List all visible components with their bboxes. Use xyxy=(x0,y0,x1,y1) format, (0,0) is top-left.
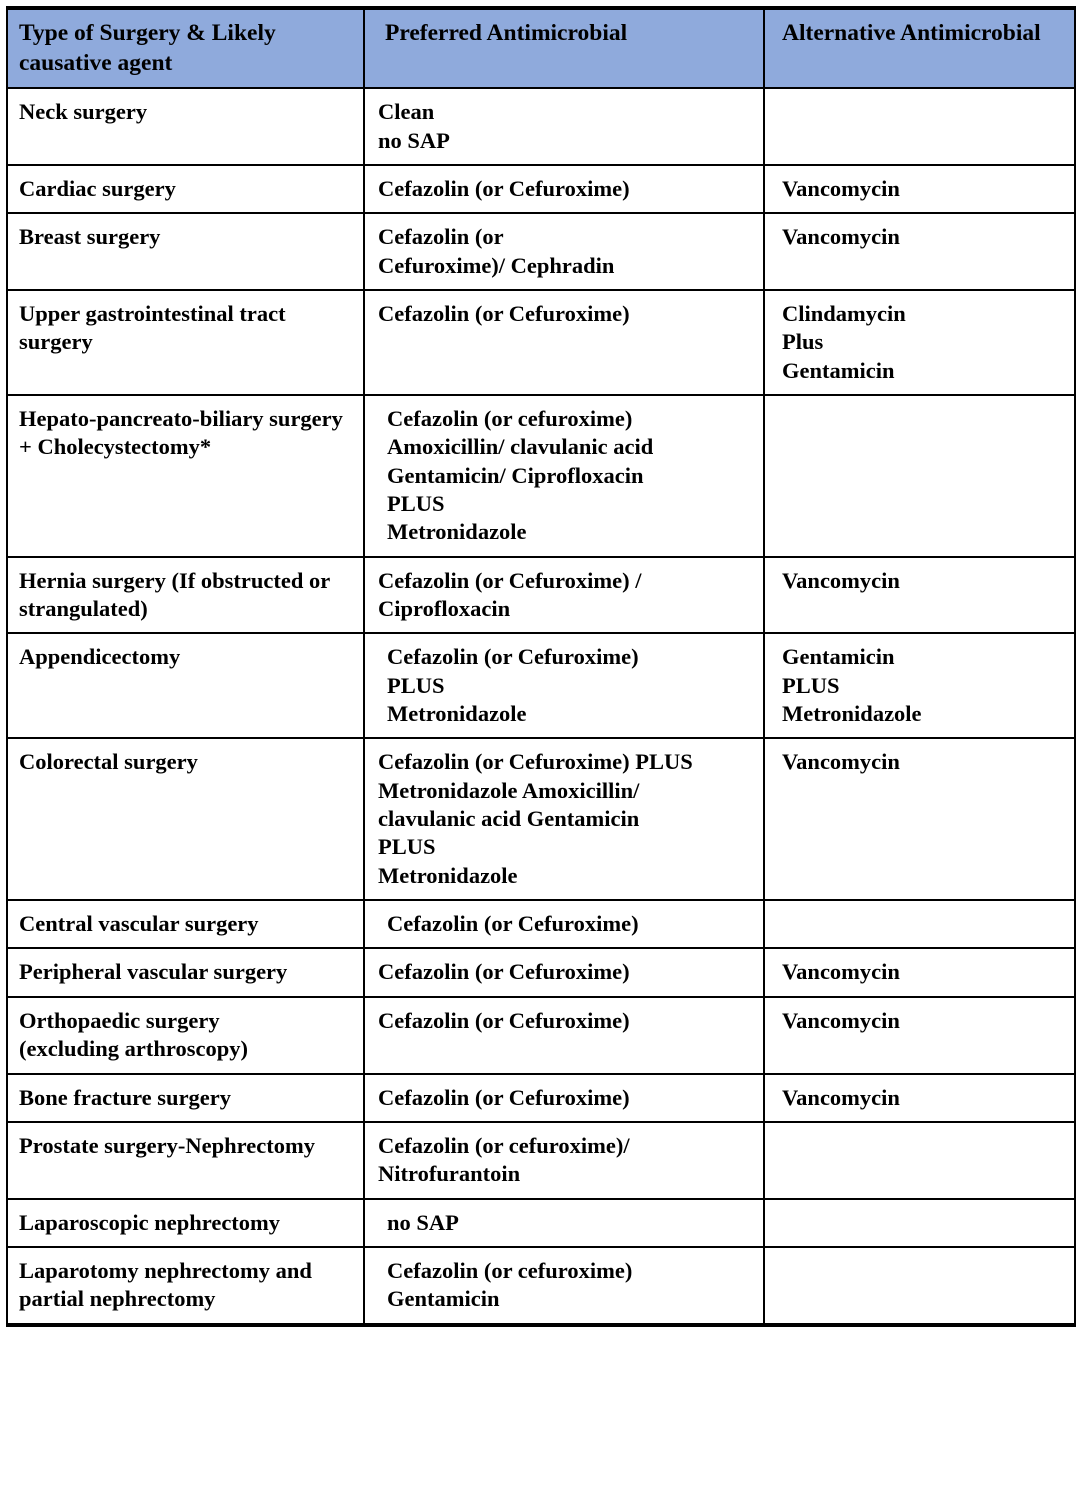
cell-line: Laparoscopic nephrectomy xyxy=(19,1209,281,1235)
cell-line: Cefuroxime)/ Cephradin xyxy=(378,252,615,278)
table-cell-alternative xyxy=(764,997,1075,1074)
table-cell-alternative xyxy=(764,1199,1075,1247)
table-cell-type xyxy=(7,165,364,213)
table-row xyxy=(7,88,1075,165)
table-cell-alternative xyxy=(764,290,1075,395)
cell-line: Vancomycin xyxy=(782,224,900,250)
table-cell-alternative xyxy=(764,213,1075,290)
table-row xyxy=(7,633,1075,738)
table-header xyxy=(7,8,1075,88)
cell-line: Gentamicin xyxy=(782,357,895,383)
table-cell-alternative xyxy=(764,633,1075,738)
cell-line: Laparotomy nephrectomy and partial nephrectomy xyxy=(19,1257,318,1312)
table-cell-preferred xyxy=(364,997,764,1074)
cell-line: Central vascular surgery xyxy=(19,911,259,937)
cell-line: Vancomycin xyxy=(782,567,900,593)
table-cell-preferred xyxy=(364,948,764,996)
cell-line: Cefazolin (or Cefuroxime) xyxy=(378,959,630,985)
table-row xyxy=(7,997,1075,1074)
table-cell-preferred xyxy=(364,633,764,738)
table-cell-type xyxy=(7,948,364,996)
cell-line: Metronidazole xyxy=(387,519,527,545)
cell-line: PLUS xyxy=(378,834,436,860)
cell-line: Clindamycin xyxy=(782,300,906,326)
table-row xyxy=(7,738,1075,900)
cell-line: Vancomycin xyxy=(782,959,900,985)
cell-line: Cefazolin (or Cefuroxime) xyxy=(378,300,630,326)
empty-cell xyxy=(782,98,1066,99)
cell-line: Cefazolin (or Cefuroxime) xyxy=(378,1084,630,1110)
cell-line: Cefazolin (or cefuroxime)/ xyxy=(378,1132,630,1158)
cell-line: Cefazolin (or Cefuroxime) xyxy=(378,1007,630,1033)
cell-line: clavulanic acid Gentamicin xyxy=(378,806,640,832)
table-cell-preferred xyxy=(364,900,764,948)
cell-line: Plus xyxy=(782,329,824,355)
cell-line: Peripheral vascular surgery xyxy=(19,959,288,985)
table-cell-alternative xyxy=(764,165,1075,213)
table-row xyxy=(7,395,1075,557)
table-cell-type xyxy=(7,900,364,948)
table-cell-type xyxy=(7,633,364,738)
table-cell-alternative xyxy=(764,948,1075,996)
table-cell-preferred xyxy=(364,738,764,900)
table-cell-alternative xyxy=(764,1247,1075,1325)
cell-line: no SAP xyxy=(378,127,450,153)
cell-line: Colorectal surgery xyxy=(19,749,198,775)
cell-line: Clean xyxy=(378,99,435,125)
table-cell-alternative xyxy=(764,1074,1075,1122)
table-cell-type xyxy=(7,1074,364,1122)
table-cell-type xyxy=(7,1247,364,1325)
table-row xyxy=(7,557,1075,634)
column-header-preferred-antimicrobial: Preferred Antimicrobial xyxy=(364,8,764,88)
table-row xyxy=(7,290,1075,395)
cell-line: Vancomycin xyxy=(782,1084,900,1110)
table-row xyxy=(7,1122,1075,1199)
cell-line: Cefazolin (or cefuroxime) xyxy=(387,1257,633,1283)
cell-line: Hepato-pancreato-biliary surgery + Cholecystectomy* xyxy=(19,405,349,460)
empty-cell xyxy=(782,910,1066,911)
table-cell-alternative xyxy=(764,88,1075,165)
cell-line: Cefazolin (or cefuroxime) xyxy=(387,405,633,431)
table-cell-preferred xyxy=(364,165,764,213)
surgical-prophylaxis-table xyxy=(6,6,1076,1327)
cell-line: Metronidazole xyxy=(782,701,922,727)
cell-line: Breast surgery xyxy=(19,224,161,250)
table-cell-type xyxy=(7,290,364,395)
table-cell-preferred xyxy=(364,1074,764,1122)
table-cell-preferred xyxy=(364,557,764,634)
cell-line: Upper gastrointestinal tract surgery xyxy=(19,300,292,355)
cell-line: Prostate surgery-Nephrectomy xyxy=(19,1132,315,1158)
cell-line: Cefazolin (or Cefuroxime) PLUS xyxy=(378,749,693,775)
table-cell-type xyxy=(7,997,364,1074)
table-row xyxy=(7,165,1075,213)
table-row xyxy=(7,1074,1075,1122)
cell-line: Cefazolin (or Cefuroxime) xyxy=(387,911,639,937)
table-cell-type xyxy=(7,1122,364,1199)
table-cell-preferred xyxy=(364,213,764,290)
cell-line: Amoxicillin/ clavulanic acid xyxy=(387,434,654,460)
cell-line: PLUS xyxy=(387,491,445,516)
cell-line: Ciprofloxacin xyxy=(378,596,511,622)
cell-line: Metronidazole Amoxicillin/ xyxy=(378,777,640,803)
table-cell-alternative xyxy=(764,738,1075,900)
column-header-type-of-surgery: Type of Surgery & Likely causative agent xyxy=(7,8,364,88)
cell-line: Bone fracture surgery xyxy=(19,1084,232,1110)
table-cell-preferred xyxy=(364,290,764,395)
cell-line: Neck surgery xyxy=(19,99,148,125)
table-body xyxy=(7,88,1075,1324)
cell-line: Vancomycin xyxy=(782,1007,900,1033)
table-row xyxy=(7,900,1075,948)
table-cell-preferred xyxy=(364,1247,764,1325)
table-cell-preferred xyxy=(364,1122,764,1199)
column-header-alternative-antimicrobial: Alternative Antimicrobial xyxy=(764,8,1075,88)
empty-cell xyxy=(782,1257,1066,1258)
empty-cell xyxy=(782,405,1066,406)
empty-cell xyxy=(782,1209,1066,1210)
table-row xyxy=(7,1199,1075,1247)
cell-line: Gentamicin xyxy=(387,1286,500,1312)
table-cell-type xyxy=(7,738,364,900)
cell-line: Appendicectomy xyxy=(19,644,181,670)
header-row xyxy=(7,8,1075,88)
cell-line: Vancomycin xyxy=(782,175,900,201)
table-cell-type xyxy=(7,1199,364,1247)
cell-line: Metronidazole xyxy=(387,701,527,727)
table-cell-type xyxy=(7,213,364,290)
table-row xyxy=(7,1247,1075,1325)
table-cell-alternative xyxy=(764,900,1075,948)
table-cell-preferred xyxy=(364,88,764,165)
table-cell-preferred xyxy=(364,395,764,557)
cell-line: Hernia surgery (If obstructed or strangulated) xyxy=(19,567,336,622)
empty-cell xyxy=(782,1132,1066,1133)
cell-line: Nitrofurantoin xyxy=(378,1161,521,1187)
cell-line: Cardiac surgery xyxy=(19,175,176,201)
cell-line: no SAP xyxy=(387,1209,459,1235)
table-cell-alternative xyxy=(764,557,1075,634)
cell-line: (excluding arthroscopy) xyxy=(19,1036,248,1062)
table-row xyxy=(7,948,1075,996)
cell-line: Cefazolin (or Cefuroxime) xyxy=(387,644,639,670)
table-cell-preferred xyxy=(364,1199,764,1247)
table-cell-alternative xyxy=(764,395,1075,557)
cell-line: Metronidazole xyxy=(378,862,518,888)
cell-line: Cefazolin (or Cefuroxime) / xyxy=(378,567,642,593)
cell-line: Cefazolin (or xyxy=(378,224,504,250)
cell-line: Gentamicin/ Ciprofloxacin xyxy=(387,462,644,488)
table-cell-type xyxy=(7,88,364,165)
cell-line: Vancomycin xyxy=(782,749,900,775)
cell-line: PLUS xyxy=(387,672,445,698)
cell-line: Cefazolin (or Cefuroxime) xyxy=(378,175,630,201)
table-cell-alternative xyxy=(764,1122,1075,1199)
cell-line: Gentamicin xyxy=(782,644,895,670)
cell-line: PLUS xyxy=(782,672,840,698)
cell-line: Orthopaedic surgery xyxy=(19,1007,220,1033)
table-cell-type xyxy=(7,557,364,634)
table-cell-type xyxy=(7,395,364,557)
table-row xyxy=(7,213,1075,290)
